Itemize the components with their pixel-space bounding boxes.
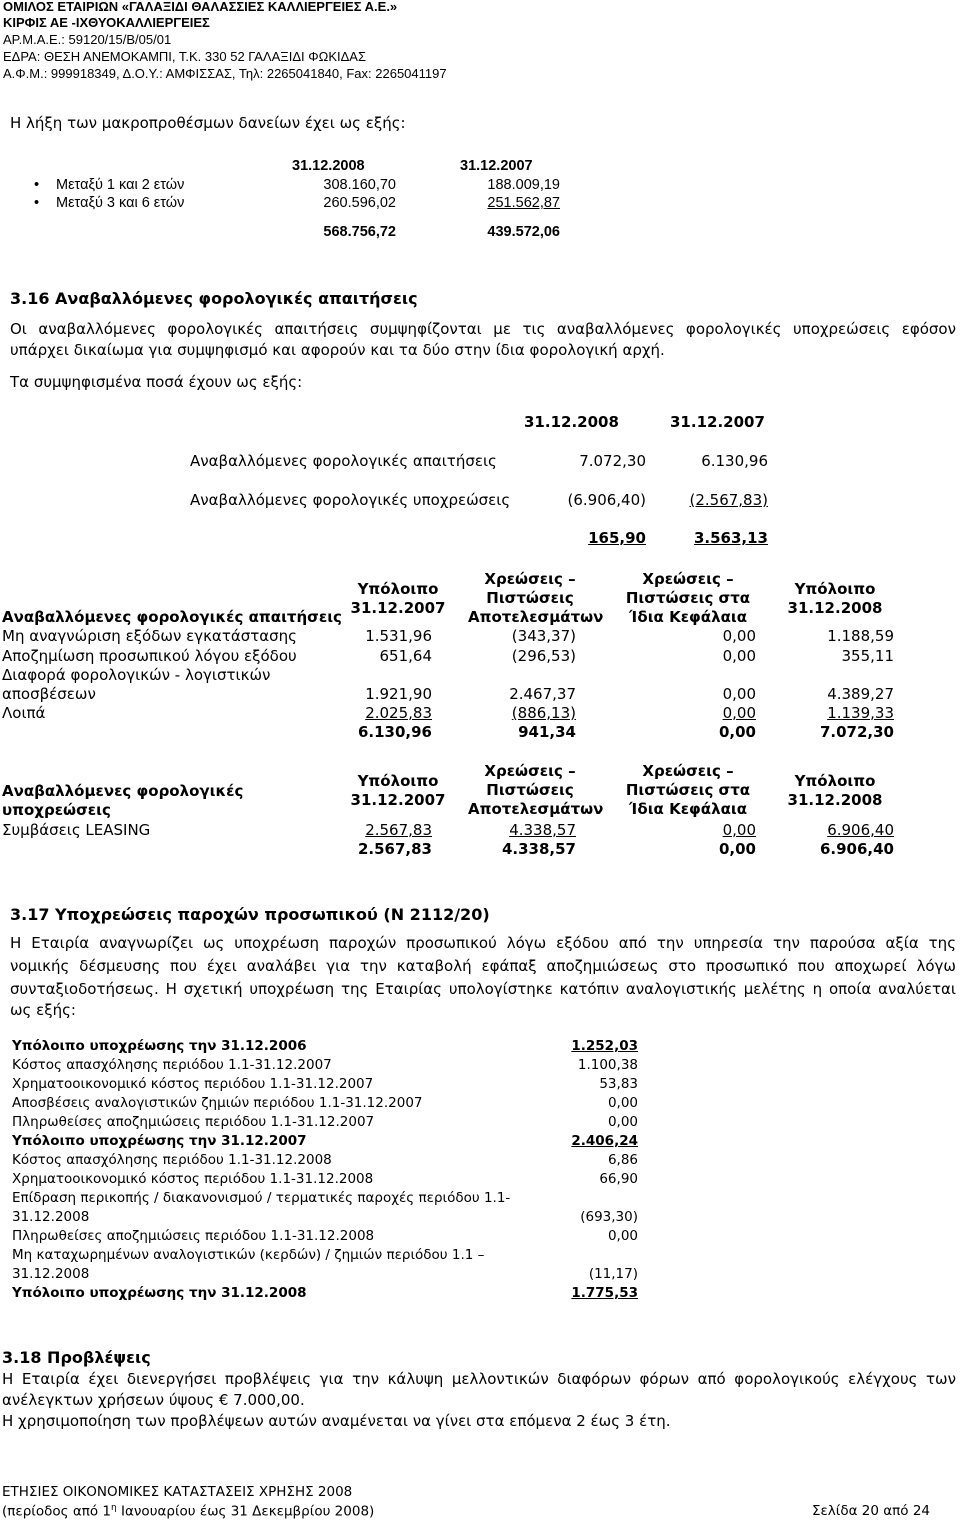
benefit-row-value: 66,90 [599, 1171, 638, 1187]
benefit-row-label: Χρηματοοικονομικό κόστος περιόδου 1.1-31.12.2007 [12, 1076, 374, 1092]
footer-period-text: Ιανουαρίου έως 31 Δεκεμβρίου 2008) [116, 1503, 375, 1520]
liab-row-equity: 0,00 [722, 821, 756, 839]
benefit-row-value: 1.100,38 [577, 1057, 638, 1073]
assets-row-equity: 0,00 [722, 704, 756, 722]
assets-row-label: Λοιπά [2, 704, 46, 722]
assets-total-pl: 941,34 [518, 723, 576, 741]
benefit-row-value: (693,30) [580, 1209, 638, 1225]
loans-intro: Η λήξη των μακροπροθέσμων δανείων έχει ως εξής: [10, 114, 406, 132]
benefit-row-value: 0,00 [607, 1095, 638, 1111]
offset-col-2008: 31.12.2008 [524, 413, 619, 431]
assets-row-pl: (343,37) [511, 627, 576, 645]
loans-row-label: Μεταξύ 1 και 2 ετών [56, 177, 185, 193]
benefit-row-value: 0,00 [607, 1228, 638, 1244]
section-3-17-paragraph-line: νομικής δέσμευσης που έχει αναλάβει για την καταβολή εφάπαξ αποζημιώσεως στο προσωπικό που αποχωρεί λόγω [10, 957, 956, 975]
liab-row-closing: 6.906,40 [827, 821, 894, 839]
bullet-icon: • [34, 195, 40, 211]
assets-row-opening: 651,64 [379, 647, 432, 665]
liab-row-pl: 4.338,57 [509, 821, 576, 839]
loans-row-value-2008: 308.160,70 [323, 177, 396, 193]
section-3-17-paragraph-line: ως εξής: [10, 1001, 76, 1019]
company-group-name: ΟΜΙΛΟΣ ΕΤΑΙΡΙΩΝ «ΓΑΛΑΞΙΔΙ ΘΑΛΑΣΣΙΕΣ ΚΑΛΛΙΕΡΓΕΙΕΣ Α.Ε.» [3, 0, 398, 14]
liab-row-opening: 2.567,83 [365, 821, 432, 839]
col-header-equity: Χρεώσεις – Πιστώσεις στα Ίδια Κεφάλαια [625, 570, 751, 626]
liab-total-closing: 6.906,40 [819, 840, 894, 858]
offset-row-value-2008: (6.906,40) [567, 491, 646, 509]
benefit-row-label: Υπόλοιπο υποχρέωσης την 31.12.2008 [12, 1285, 307, 1301]
company-tax-contact: Α.Φ.Μ.: 999918349, Δ.Ο.Υ.: ΑΜΦΙΣΣΑΣ, Τηλ: 2265041840, Fax: 2265041197 [3, 66, 447, 81]
section-3-17-paragraph-line: Η Εταιρία αναγνωρίζει ως υποχρέωση παροχών προσωπικού λόγω εξόδου από την υπηρεσία την παρούσα αξία της [10, 934, 956, 952]
col-header-pl: Χρεώσεις – Πιστώσεις Αποτελεσμάτων [468, 570, 604, 626]
section-3-17-paragraph-line: συνταξιοδοτήσεως. Η σχετική υποχρέωση της Εταιρίας υπολογίστηκε κατόπιν αναλογιστικής μελέτης η οποία αναλύεται [10, 980, 956, 998]
assets-row-closing: 1.188,59 [827, 627, 894, 645]
benefit-row-value: 1.775,53 [571, 1285, 638, 1301]
offset-row-value-2007: 6.130,96 [701, 452, 768, 470]
loans-total-2007: 439.572,06 [487, 224, 560, 240]
benefit-row-label: 31.12.2008 [12, 1266, 90, 1282]
assets-row-equity: 0,00 [722, 685, 756, 703]
loans-col-2007: 31.12.2007 [460, 158, 533, 174]
benefit-row-label: Κόστος απασχόλησης περιόδου 1.1-31.12.2008 [12, 1152, 332, 1168]
section-3-16-title: 3.16 Αναβαλλόμενες φορολογικές απαιτήσεις [10, 289, 418, 308]
offset-col-2007: 31.12.2007 [670, 413, 765, 431]
col-header-opening: Υπόλοιπο 31.12.2007 [350, 772, 446, 809]
loans-row-label: Μεταξύ 3 και 6 ετών [56, 195, 185, 211]
liab-table-title: υποχρεώσεις [2, 801, 111, 819]
offset-row-value-2007: (2.567,83) [689, 491, 768, 509]
section-3-18-paragraph-line: Η χρησιμοποίηση των προβλέψεων αυτών αναμένεται να γίνει στα επόμενα 2 έως 3 έτη. [2, 1412, 671, 1430]
benefit-row-label: Πληρωθείσες αποζημιώσεις περιόδου 1.1-31.12.2007 [12, 1114, 375, 1130]
footer-period-superscript: η [111, 1503, 117, 1513]
benefit-row-value: 2.406,24 [571, 1133, 638, 1149]
col-header-closing: Υπόλοιπο 31.12.2008 [787, 772, 883, 809]
company-address: ΕΔΡΑ: ΘΕΣΗ ΑΝΕΜΟΚΑΜΠΙ, Τ.Κ. 330 52 ΓΑΛΑΞΙΔΙ ΦΩΚΙΔΑΣ [3, 49, 367, 64]
company-name: ΚΙΡΦΙΣ ΑΕ -ΙΧΘΥΟΚΑΛΛΙΕΡΓΕΙΕΣ [3, 15, 210, 30]
col-header-closing: Υπόλοιπο 31.12.2008 [787, 580, 883, 617]
benefit-row-label: Υπόλοιπο υποχρέωσης την 31.12.2007 [12, 1133, 307, 1149]
assets-row-closing: 4.389,27 [827, 685, 894, 703]
liab-total-pl: 4.338,57 [501, 840, 576, 858]
assets-total-opening: 6.130,96 [357, 723, 432, 741]
footer-period-text: (περίοδος από 1 [2, 1503, 111, 1520]
assets-row-pl: (886,13) [511, 704, 576, 722]
section-3-17-title: 3.17 Υποχρεώσεις παροχών προσωπικού (Ν 2112/20) [10, 905, 490, 924]
section-3-16-paragraph-line: Οι αναβαλλόμενες φορολογικές απαιτήσεις συμψηφίζονται με τις αναβαλλόμενες φορολογικές υποχρεώσεις εφόσον [10, 320, 956, 338]
benefit-row-label: Υπόλοιπο υποχρέωσης την 31.12.2006 [12, 1038, 307, 1054]
benefit-row-label: Κόστος απασχόλησης περιόδου 1.1-31.12.2007 [12, 1057, 332, 1073]
benefit-row-label: Χρηματοοικονομικό κόστος περιόδου 1.1-31.12.2008 [12, 1171, 374, 1187]
loans-row-value-2007: 188.009,19 [487, 177, 560, 193]
benefit-row-value: 6,86 [607, 1152, 638, 1168]
liab-table-title: Αναβαλλόμενες φορολογικές [2, 782, 244, 800]
assets-row-label: Διαφορά φορολογικών - λογιστικών [2, 666, 271, 684]
benefit-row-label: Επίδραση περικοπής / διακανονισμού / τερματικές παροχές περιόδου 1.1- [12, 1190, 511, 1206]
offset-net-2008: 165,90 [588, 529, 646, 547]
assets-row-opening: 1.921,90 [365, 685, 432, 703]
loans-col-2008: 31.12.2008 [292, 158, 365, 174]
section-3-18-paragraph-line: Η Εταιρία έχει διενεργήσει προβλέψεις για την κάλυψη μελλοντικών διαφόρων φόρων από φορολογικούς ελέγχους των [2, 1370, 956, 1388]
assets-total-equity: 0,00 [718, 723, 756, 741]
assets-row-label: Μη αναγνώριση εξόδων εγκατάστασης [2, 627, 297, 645]
liab-total-opening: 2.567,83 [357, 840, 432, 858]
loans-total-2008: 568.756,72 [323, 224, 396, 240]
assets-row-pl: (296,53) [511, 647, 576, 665]
assets-row-equity: 0,00 [722, 627, 756, 645]
footer-title: ΕΤΗΣΙΕΣ ΟΙΚΟΝΟΜΙΚΕΣ ΚΑΤΑΣΤΑΣΕΙΣ ΧΡΗΣΗΣ 2008 [2, 1484, 353, 1500]
assets-row-label: αποσβέσεων [2, 685, 96, 703]
benefit-row-value: 53,83 [599, 1076, 638, 1092]
assets-row-closing: 355,11 [841, 647, 894, 665]
section-3-18-paragraph-line: ανέλεγκτων χρήσεων ύψους € 7.000,00. [2, 1391, 305, 1409]
section-3-18-title: 3.18 Προβλέψεις [2, 1348, 151, 1367]
offset-row-value-2008: 7.072,30 [579, 452, 646, 470]
benefit-row-label: Μη καταχωρημένων αναλογιστικών (κερδών) / ζημιών περιόδου 1.1 – [12, 1247, 485, 1263]
benefit-row-value: 1.252,03 [571, 1038, 638, 1054]
offset-row-label: Αναβαλλόμενες φορολογικές υποχρεώσεις [190, 491, 511, 509]
loans-row-value-2008: 260.596,02 [323, 195, 396, 211]
offset-intro: Τα συμψηφισμένα ποσά έχουν ως εξής: [10, 373, 303, 391]
liab-row-label: Συμβάσεις LEASING [2, 821, 151, 839]
benefit-row-value: (11,17) [588, 1266, 638, 1282]
assets-row-pl: 2.467,37 [509, 685, 576, 703]
col-header-equity: Χρεώσεις – Πιστώσεις στα Ίδια Κεφάλαια [625, 762, 751, 818]
benefit-row-value: 0,00 [607, 1114, 638, 1130]
col-header-pl: Χρεώσεις – Πιστώσεις Αποτελεσμάτων [468, 762, 604, 818]
assets-row-opening: 2.025,83 [365, 704, 432, 722]
footer-period [2, 1503, 374, 1520]
assets-row-closing: 1.139,33 [827, 704, 894, 722]
section-3-16-paragraph-line: υπάρχει δικαίωμα για συμψηφισμό και αφορούν και τα δύο στην ίδια φορολογική αρχή. [10, 341, 665, 359]
benefit-row-label: Αποσβέσεις αναλογιστικών ζημιών περιόδου 1.1-31.12.2007 [12, 1095, 423, 1111]
benefit-row-label: 31.12.2008 [12, 1209, 90, 1225]
assets-total-closing: 7.072,30 [819, 723, 894, 741]
loans-row-value-2007: 251.562,87 [487, 195, 560, 211]
benefit-row-label: Πληρωθείσες αποζημιώσεις περιόδου 1.1-31.12.2008 [12, 1228, 375, 1244]
col-header-opening: Υπόλοιπο 31.12.2007 [350, 580, 446, 617]
page-number: Σελίδα 20 από 24 [811, 1503, 930, 1519]
bullet-icon: • [34, 177, 40, 193]
liab-total-equity: 0,00 [718, 840, 756, 858]
offset-row-label: Αναβαλλόμενες φορολογικές απαιτήσεις [190, 452, 497, 470]
assets-row-opening: 1.531,96 [365, 627, 432, 645]
assets-row-label: Αποζημίωση προσωπικού λόγου εξόδου [2, 647, 297, 665]
assets-row-equity: 0,00 [722, 647, 756, 665]
offset-net-2007: 3.563,13 [693, 529, 768, 547]
company-registration: ΑΡ.Μ.Α.Ε.: 59120/15/Β/05/01 [3, 32, 172, 47]
assets-table-title: Αναβαλλόμενες φορολογικές απαιτήσεις [2, 608, 342, 626]
